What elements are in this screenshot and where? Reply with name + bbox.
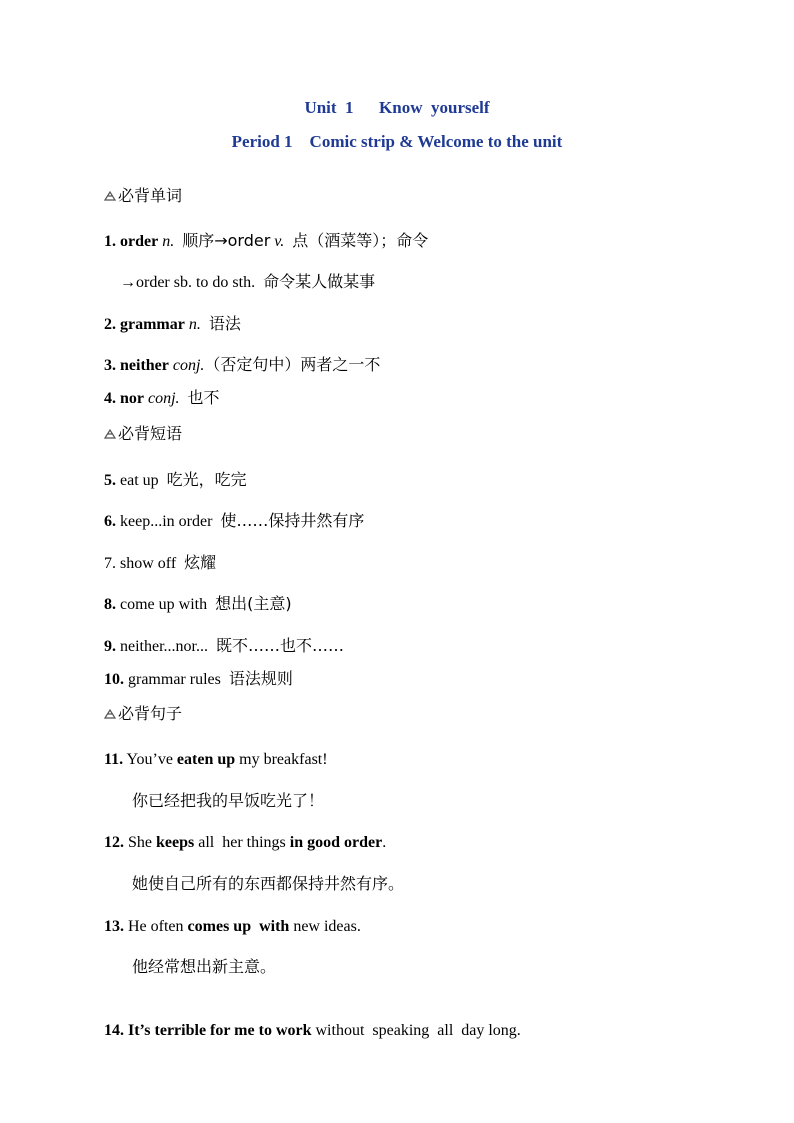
flower-bullet-icon: [104, 709, 116, 719]
word-item-1: 1. order n. 顺序→order v. 点（酒菜等）；命令: [104, 231, 429, 250]
phrase-item-9: 9. neither...nor... 既不……也不……: [104, 636, 344, 655]
sentence-item-12: 12. She keeps all her things in good order.: [104, 834, 387, 851]
unit-title: Unit 1 Know yourself: [304, 98, 490, 117]
section-heading-words: 必背单词: [96, 166, 182, 207]
phrase-item-10: 10. grammar rules 语法规则: [104, 669, 293, 688]
period-title: Period 1 Comic strip & Welcome to the unit: [231, 132, 563, 151]
phrase-item-8: 8. come up with 想出(主意): [104, 594, 292, 613]
phrase-item-5: 5. eat up 吃光，吃完: [104, 470, 247, 489]
sentence-translation-13: 他经常想出新主意。: [132, 957, 277, 976]
flower-bullet-icon: [104, 191, 116, 201]
word-item-4: 4. nor conj. 也不: [104, 388, 220, 407]
word-item-2: 2. grammar n. 语法: [104, 314, 241, 333]
section-heading-sentences: 必背句子: [96, 684, 182, 725]
phrase-item-7: 7. show off 炫耀: [104, 553, 217, 572]
sentence-translation-12: 她使自己所有的东西都保持井然有序。: [132, 874, 405, 893]
section-heading-phrases: 必背短语: [96, 404, 182, 445]
sentence-item-14: 14. It’s terrible for me to work without speaking all day long.: [104, 1022, 521, 1039]
sentence-translation-11: 你已经把我的早饭吃光了！: [132, 791, 325, 810]
sentence-item-13: 13. He often comes up with new ideas.: [104, 918, 361, 935]
word-item-3: 3. neither conj.（否定句中）两者之一不: [104, 355, 381, 374]
flower-bullet-icon: [104, 429, 116, 439]
sentence-item-11: 11. You’ve eaten up my breakfast!: [104, 751, 328, 768]
word-item-1-sub: →order sb. to do sth. 命令某人做某事: [120, 272, 376, 291]
phrase-item-6: 6. keep...in order 使……保持井然有序: [104, 511, 365, 530]
